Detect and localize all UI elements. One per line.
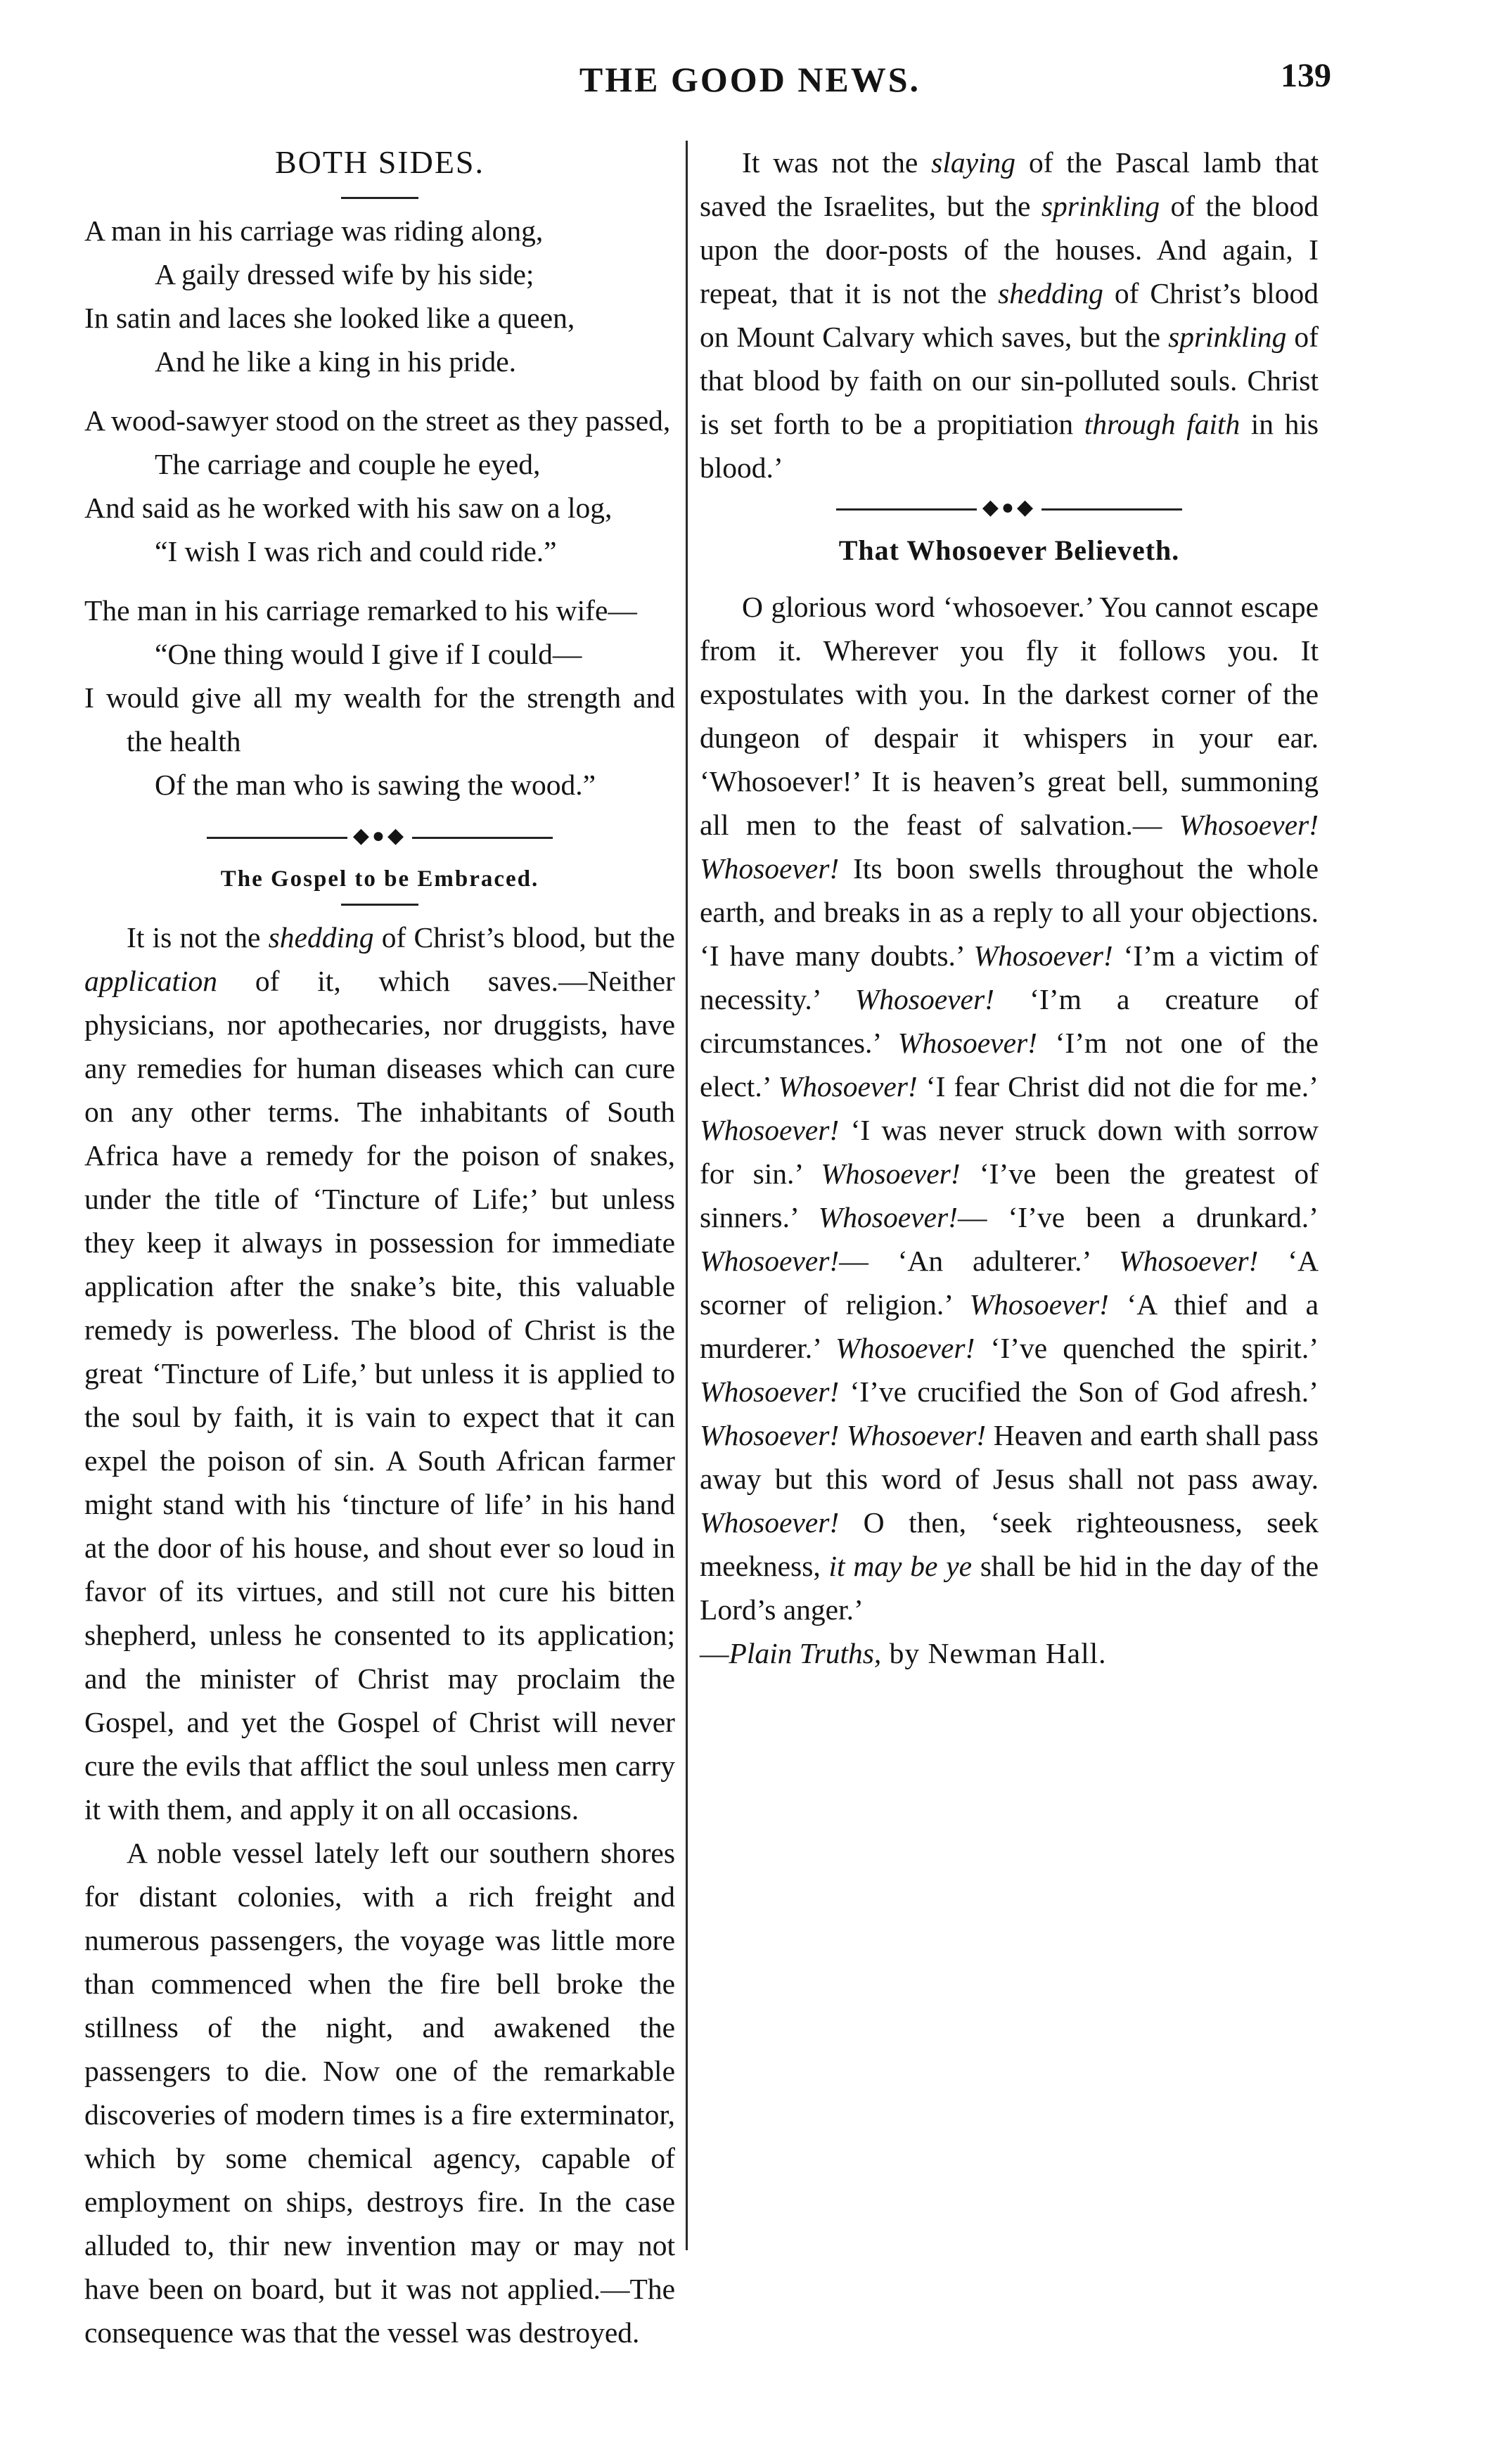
poem-line: A wood-sawyer stood on the street as they passed,: [84, 404, 671, 437]
emphasis: Whosoever!: [700, 1419, 840, 1451]
article-paragraph: [700, 141, 1319, 489]
poem-line: And he like a king in his pride.: [155, 345, 517, 378]
emphasis: Whosoever!: [846, 1419, 987, 1451]
text-run: It was not the: [742, 146, 932, 179]
ornamental-divider: ◆●◆: [84, 822, 675, 850]
poem-line: “I wish I was rich and could ride.”: [155, 535, 557, 567]
ornament-rule: [1041, 508, 1182, 511]
poem-line: And said as he worked with his saw on a log,: [84, 492, 613, 524]
poem-line: The man in his carriage remarked to his wife—: [84, 594, 637, 627]
emphasis: Whosoever!: [700, 1245, 840, 1277]
emphasis: Whosoever!: [818, 1201, 958, 1233]
poem-line: A gaily dressed wife by his side;: [155, 258, 534, 290]
article-paragraph: [700, 585, 1319, 1675]
emphasis: Whosoever!: [700, 1114, 840, 1146]
text-run: — ‘I’ve been a drunkard.’: [957, 1201, 1319, 1233]
title-rule: [341, 197, 418, 199]
text-run: ‘I’m not one of the elect.’: [700, 1027, 1319, 1103]
article-paragraph-start: [84, 1831, 675, 2354]
poem-stanza-2: [84, 399, 675, 573]
running-title: THE GOOD NEWS.: [579, 60, 921, 99]
text-run: ‘I fear Christ did not die for me.’: [917, 1070, 1319, 1103]
text-run: in his blood.’: [700, 408, 1319, 484]
text-run: of it, which saves.—Neither physicians, nor apothecaries, nor druggists, have any remedies for human diseases which can cure on any other terms. The inhabitants of South Africa have a remedy for the poison of snakes, under the title of ‘Tincture of Life;’ but unless they keep it always in possession for immediate application after the snake’s bite, this valuable remedy is powerless. The blood of Christ is the great ‘Tincture of Life,’ but unless it is applied to the soul by faith, it is vain to expect that it can expel the poison of sin. A South African farmer might stand with his ‘tincture of life’ in his hand at the door of his house, and shout ever so loud in favor of its virtues, and still not cure his bitten shepherd, unless he consented to its application; and the minister of Christ may proclaim the Gospel, and yet the Gospel of Christ will never cure the evils that afflict the soul unless men carry it with them, and apply it on all occasions.: [84, 965, 675, 1825]
text-run: of that blood by faith on our sin-polluted souls. Christ is set forth to be a propitiation: [700, 321, 1319, 440]
emphasis: Whosoever!: [778, 1070, 918, 1103]
poem-title: BOTH SIDES.: [274, 144, 485, 180]
text-run: It is not the: [127, 921, 269, 954]
left-column: [84, 141, 675, 2354]
text-run: O then, ‘seek righteousness, seek meekness,: [700, 1506, 1319, 1582]
column-divider: [686, 141, 688, 2250]
poem-line: Of the man who is sawing the wood.”: [155, 769, 596, 801]
text-run: O glorious word ‘whosoever.’ You cannot escape from it. Wherever you fly it follows you. It expostulates with you. In the darkest corner of the dungeon of despair it whispers in your ear. ‘Whosoever!’ It is heaven’s great bell, summoning all men to the feast of salvation.—: [700, 591, 1319, 841]
ornamental-divider: ◆●◆: [700, 494, 1319, 522]
text-run: A noble vessel lately left our southern shores for distant colonies, with a rich freight and numerous passengers, the voyage was little more than commenced when the fire bell broke the stillness of the night, and awakened the passengers to die. Now one of the remarkable discoveries of modern times is a fire exterminator, which by some chemical agency, capable of employment on ships, destroys fire. In the case alluded to, thir new invention may or may not have been on board, but it was not applied.—The consequence was that the vessel was destroyed.: [84, 1837, 675, 2349]
poem-line: I would give all my wealth for the strength and the health: [84, 681, 675, 757]
emphasis: Whosoever!: [1179, 809, 1319, 841]
emphasis: Whosoever!: [835, 1332, 975, 1364]
text-run: of the blood upon the door-posts of the houses. And again, I repeat, that it is not the: [700, 190, 1319, 309]
emphasis: sprinkling: [1168, 321, 1287, 353]
ornament-rule: [207, 837, 347, 839]
article-paragraph: [84, 916, 675, 1831]
text-run: of Christ’s blood, but the: [373, 921, 675, 954]
emphasis: shedding: [268, 921, 374, 954]
text-run: Heaven and earth shall pass away but this word of Jesus shall not pass away.: [700, 1419, 1319, 1495]
poem-line: A man in his carriage was riding along,: [84, 214, 544, 247]
text-run: shall be hid in the day of the Lord’s anger.’: [700, 1550, 1319, 1626]
text-run: ‘A thief and a murderer.’: [700, 1288, 1319, 1364]
ornament-rule: [412, 837, 553, 839]
emphasis: sprinkling: [1041, 190, 1160, 222]
emphasis: it may be ye: [828, 1550, 973, 1582]
emphasis: Whosoever!: [821, 1157, 961, 1190]
text-run: ‘I’m a victim of necessity.’: [700, 939, 1319, 1015]
emphasis: Whosoever!: [973, 939, 1113, 972]
text-run: ‘I’m a creature of circumstances.’: [700, 983, 1319, 1059]
poem-stanza-1: [84, 209, 675, 383]
ornament-rule: [836, 508, 977, 511]
title-rule: [341, 904, 418, 906]
emphasis: application: [84, 965, 218, 997]
attribution-dash: —: [700, 1637, 729, 1669]
text-run: Its boon swells throughout the whole earth, and breaks in as a reply to all your objections. ‘I have many doubts.’: [700, 852, 1319, 972]
emphasis: Whosoever!: [700, 1375, 840, 1408]
emphasis: Whosoever!: [700, 1506, 840, 1539]
right-column: [700, 141, 1319, 1675]
attribution-author: by Newman Hall.: [881, 1637, 1107, 1669]
emphasis: Whosoever!: [1119, 1245, 1259, 1277]
attribution-work: Plain Truths,: [729, 1637, 882, 1669]
emphasis: slaying: [931, 146, 1016, 179]
article-title: That Whosoever Believeth.: [838, 534, 1180, 566]
poem-line: “One thing would I give if I could—: [155, 638, 582, 670]
emphasis: through faith: [1084, 408, 1241, 440]
poem-stanza-3: [84, 589, 675, 807]
text-run: ‘A scorner of religion.’: [700, 1245, 1319, 1321]
page-number: 139: [1281, 57, 1331, 94]
text-run: — ‘An adulterer.’: [839, 1245, 1120, 1277]
emphasis: Whosoever!: [700, 852, 840, 885]
text-run: ‘I’ve been the greatest of sinners.’: [700, 1157, 1319, 1233]
text-run: ‘I’ve crucified the Son of God afresh.’: [839, 1375, 1319, 1408]
emphasis: Whosoever!: [969, 1288, 1109, 1321]
text-run: ‘I’ve quenched the spirit.’: [975, 1332, 1319, 1364]
poem-line: The carriage and couple he eyed,: [155, 448, 541, 480]
emphasis: Whosoever!: [854, 983, 994, 1015]
article-title: The Gospel to be Embraced.: [220, 866, 539, 892]
page-header: [0, 55, 1500, 118]
text-run: ‘I was never struck down with sorrow for sin.’: [700, 1114, 1319, 1190]
emphasis: Whosoever!: [897, 1027, 1037, 1059]
poem-line: In satin and laces she looked like a queen,: [84, 302, 575, 334]
emphasis: shedding: [998, 277, 1103, 309]
text-run: of Christ’s blood on Mount Calvary which saves, but the: [700, 277, 1319, 353]
text-run: of the Pascal lamb that saved the Israelites, but the: [700, 146, 1319, 222]
